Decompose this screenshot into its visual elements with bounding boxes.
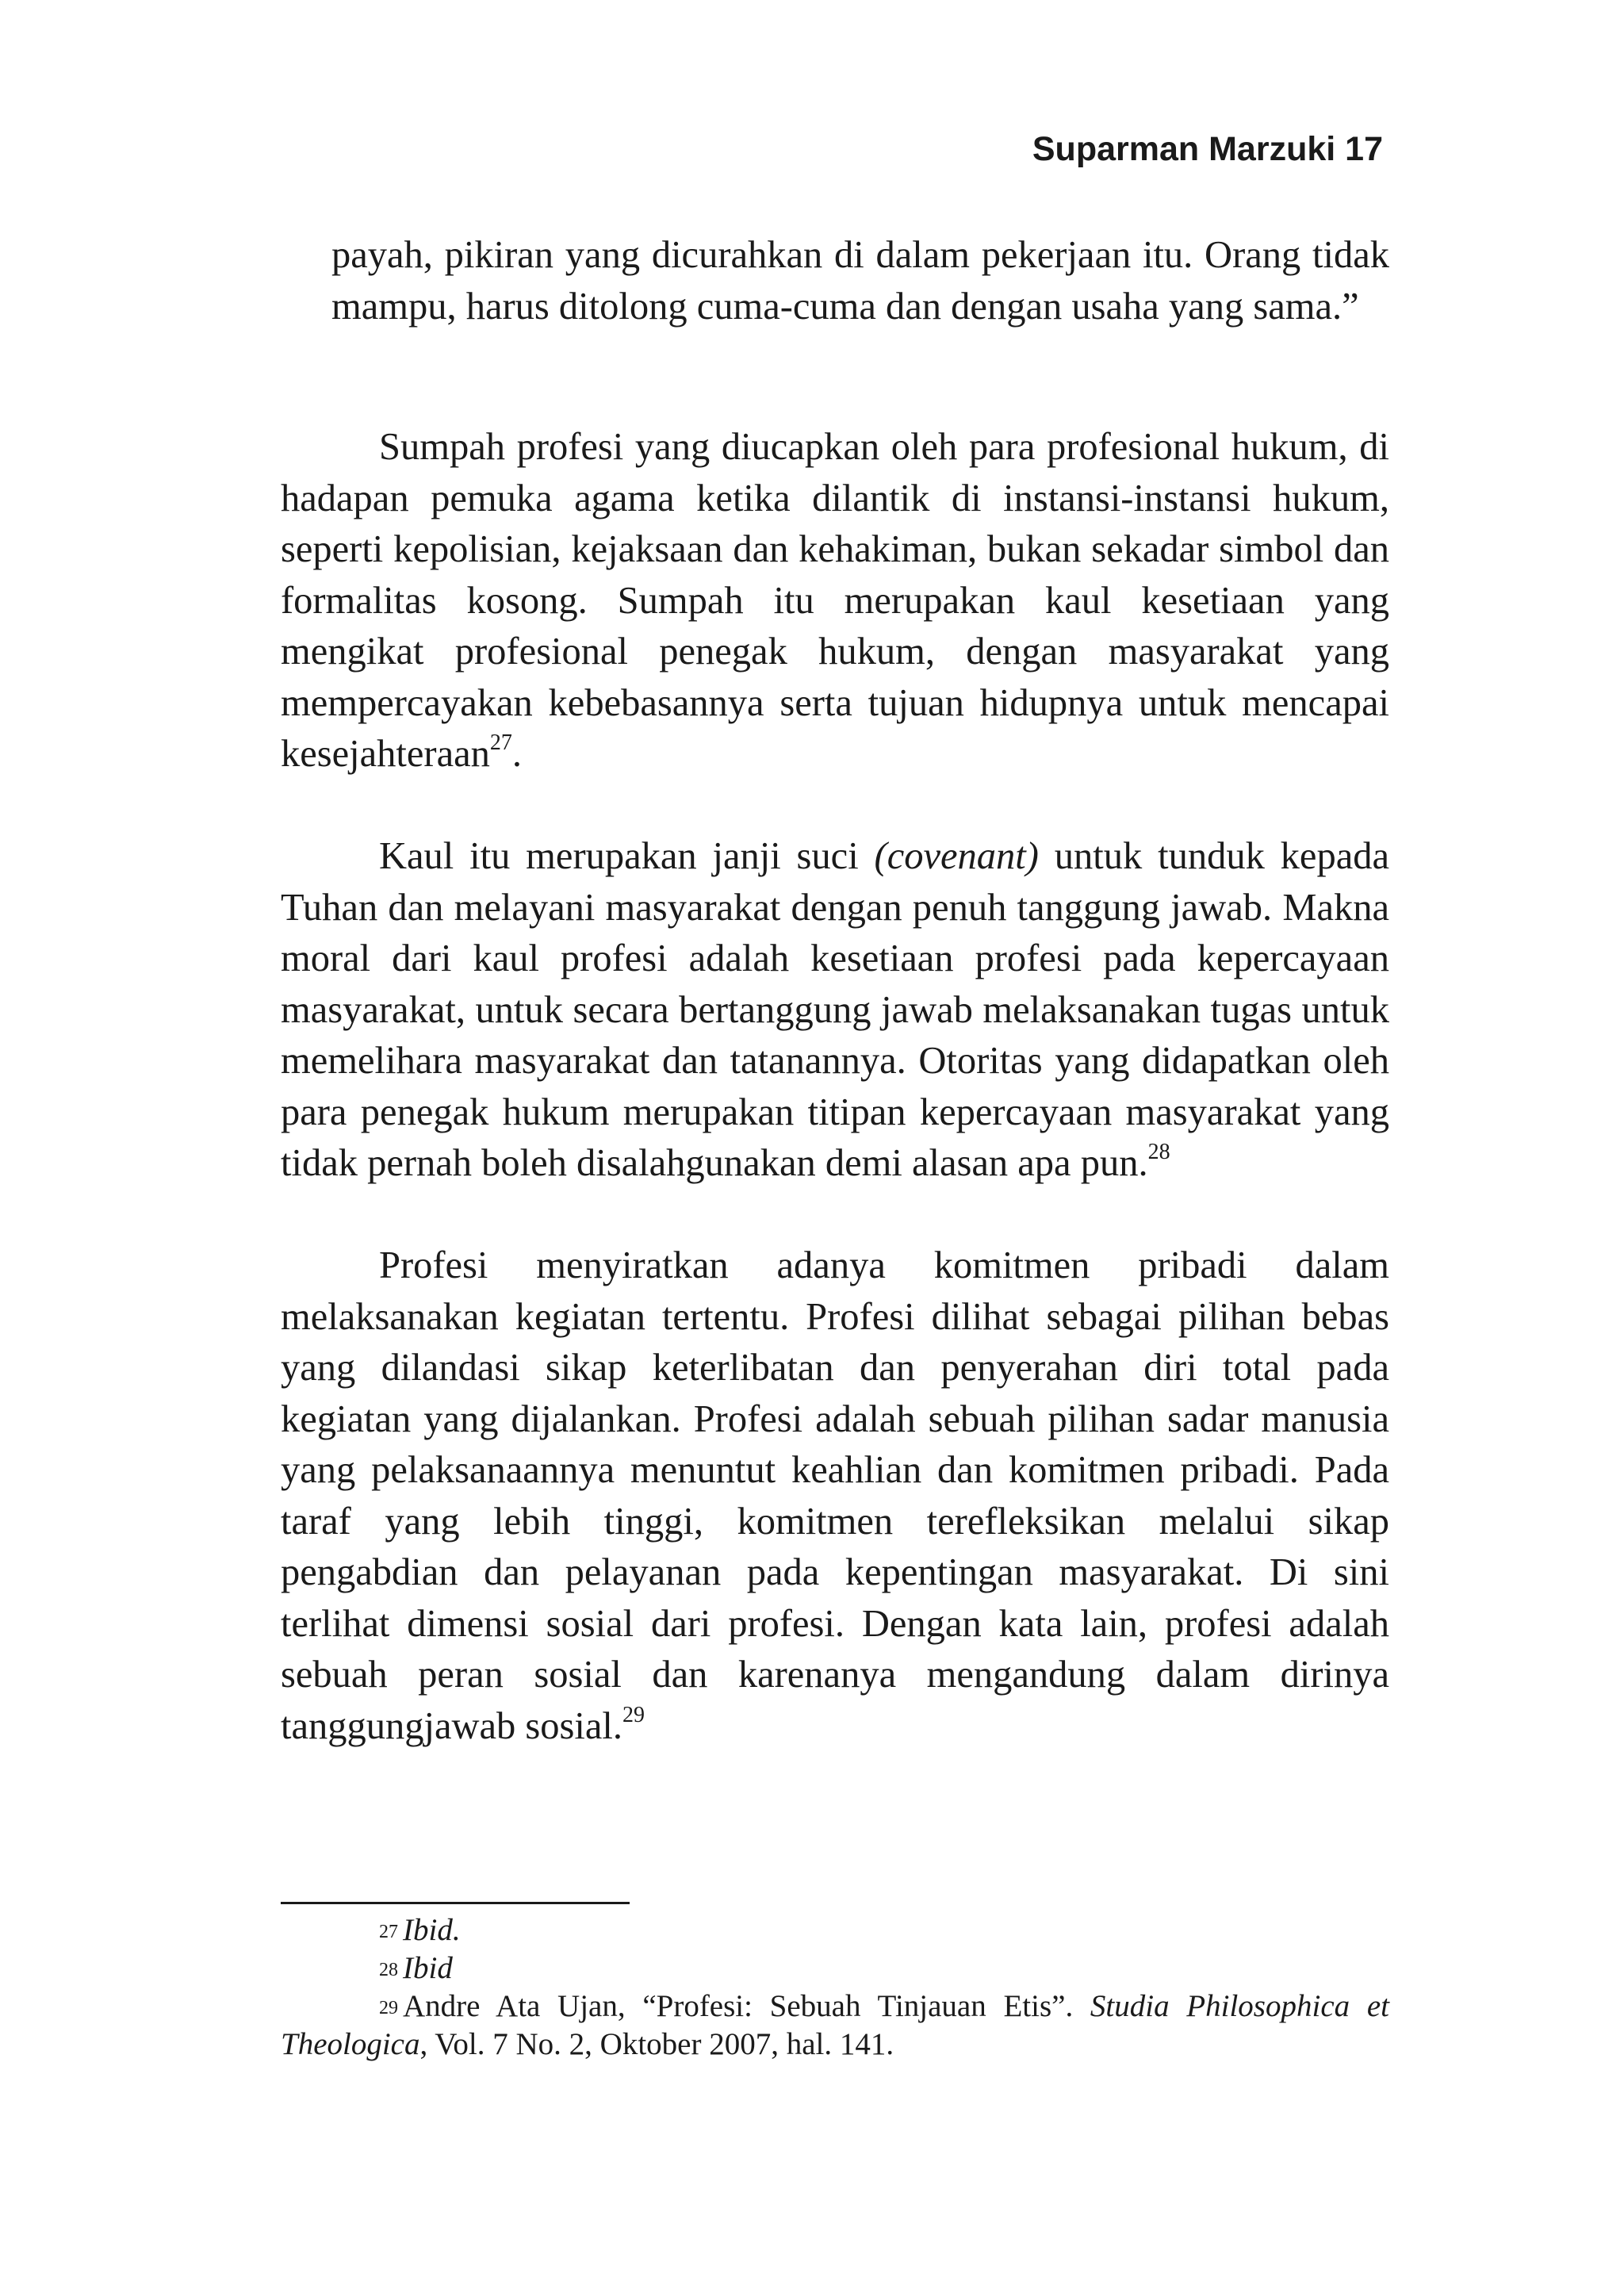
footnote-text-before: Andre Ata Ujan, “Profesi: Sebuah Tinjauan Etis”.	[403, 1989, 1090, 2023]
footnote-27	[281, 1911, 1389, 1949]
footnote-ref-28[interactable]: 28	[1147, 1140, 1170, 1164]
footnote-divider	[281, 1902, 630, 1904]
footnote-28	[281, 1949, 1389, 1987]
paragraph-covenant-text-before: Kaul itu merupakan janji suci	[379, 835, 875, 877]
footnote-number: 27	[379, 1922, 398, 1942]
paragraph-covenant	[281, 831, 1389, 1190]
header-author: Suparman Marzuki	[1032, 130, 1336, 168]
paragraph-covenant-text-after: untuk tunduk kepada Tuhan dan melayani masyarakat dengan penuh tanggung jawab. Makna moral dari kaul profesi adalah kesetiaan profesi pada kepercayaan masyarakat, untuk secara bertanggung jawab melaksanakan tugas untuk memelihara masyarakat dan tatanannya. Otoritas yang didapatkan oleh para penegak hukum merupakan titipan kepercayaan masyarakat yang tidak pernah boleh disalahgunakan demi alasan apa pun.	[281, 835, 1390, 1184]
footnote-number: 28	[379, 1960, 398, 1980]
paragraph-covenant-italic: (covenant)	[874, 835, 1039, 877]
footnote-text-after: , Vol. 7 No. 2, Oktober 2007, hal. 141.	[419, 2027, 894, 2061]
footnote-italic: Ibid	[403, 1951, 453, 1985]
paragraph-oath-end: .	[511, 733, 523, 775]
footnotes	[281, 1911, 1389, 2064]
footnote-ref-29[interactable]: 29	[622, 1702, 645, 1727]
running-header	[1032, 128, 1383, 170]
header-page-number: 17	[1345, 130, 1383, 168]
paragraph-commitment-text: Profesi menyiratkan adanya komitmen pribadi dalam melaksanakan kegiatan tertentu. Profesi dilihat sebagai pilihan bebas yang dilandasi sikap keterlibatan dan penyerahan diri total pada kegiatan yang dijalankan. Profesi adalah sebuah pilihan sadar manusia yang pelaksanaannya menuntut keahlian dan komitmen pribadi. Pada taraf yang lebih tinggi, komitmen terefleksikan melalui sikap pengabdian dan pelayanan pada kepentingan masyarakat. Di sini terlihat dimensi sosial dari profesi. Dengan kata lain, profesi adalah sebuah peran sosial dan karenanya mengandung dalam dirinya tanggungjawab sosial.	[281, 1244, 1389, 1747]
footnote-ref-27[interactable]: 27	[489, 730, 512, 755]
footnote-29	[281, 1987, 1389, 2064]
footnote-number: 29	[379, 1998, 398, 2018]
footnote-journal-title: Studia Philosophica et Theologica	[281, 1989, 1389, 2061]
paragraph-commitment	[281, 1240, 1389, 1752]
paragraph-oath-text: Sumpah profesi yang diucapkan oleh para profesional hukum, di hadapan pemuka agama ketika dilantik di instansi-instansi hukum, seperti kepolisian, kejaksaan dan kehakiman, bukan sekadar simbol dan formalitas kosong. Sumpah itu merupakan kaul kesetiaan yang mengikat profesional penegak hukum, dengan masyarakat yang mempercayakan kebebasannya serta tujuan hidupnya untuk mencapai kesejahteraan	[281, 426, 1389, 775]
footnote-italic: Ibid.	[403, 1913, 461, 1947]
quote-continuation: payah, pikiran yang dicurahkan di dalam pekerjaan itu. Orang tidak mampu, harus ditolong cuma-cuma dan dengan usaha yang sama.”	[331, 234, 1389, 328]
paragraph-oath	[281, 422, 1389, 780]
